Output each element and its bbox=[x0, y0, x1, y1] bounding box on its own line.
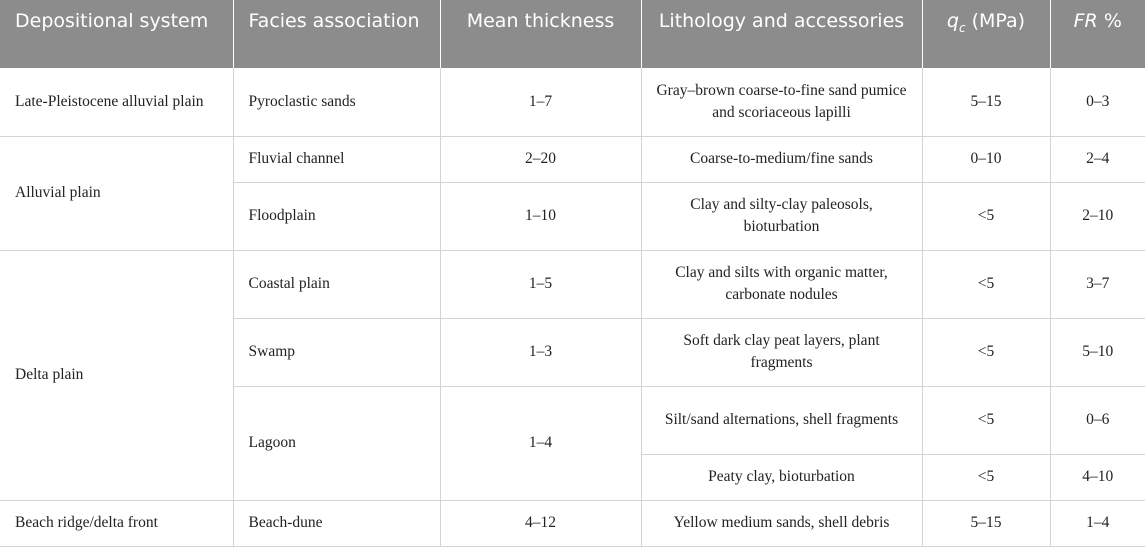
cell-facies: Lagoon bbox=[233, 386, 440, 500]
header-fr: FR % bbox=[1050, 0, 1145, 68]
cell-lithology: Clay and silty-clay paleosols, bioturbation bbox=[641, 182, 922, 250]
cell-thickness: 1–7 bbox=[440, 68, 641, 136]
cell-qc: <5 bbox=[922, 454, 1050, 500]
cell-facies: Floodplain bbox=[233, 182, 440, 250]
cell-fr: 4–10 bbox=[1050, 454, 1145, 500]
cell-qc: <5 bbox=[922, 386, 1050, 454]
cell-fr: 0–3 bbox=[1050, 68, 1145, 136]
cell-system: Beach ridge/delta front bbox=[0, 500, 233, 546]
cell-system: Delta plain bbox=[0, 250, 233, 500]
cell-thickness: 1–10 bbox=[440, 182, 641, 250]
cell-facies: Coastal plain bbox=[233, 250, 440, 318]
cell-lithology: Coarse-to-medium/fine sands bbox=[641, 136, 922, 182]
header-row bbox=[0, 0, 1145, 68]
header-facies-association: Facies association bbox=[233, 0, 440, 68]
cell-lithology: Peaty clay, bioturbation bbox=[641, 454, 922, 500]
cell-facies: Beach-dune bbox=[233, 500, 440, 546]
cell-qc: 5–15 bbox=[922, 500, 1050, 546]
cell-fr: 5–10 bbox=[1050, 318, 1145, 386]
cell-qc: <5 bbox=[922, 250, 1050, 318]
cell-system: Late-Pleistocene alluvial plain bbox=[0, 68, 233, 136]
cell-thickness: 1–4 bbox=[440, 386, 641, 500]
cell-fr: 2–10 bbox=[1050, 182, 1145, 250]
cell-facies: Fluvial channel bbox=[233, 136, 440, 182]
cell-thickness: 4–12 bbox=[440, 500, 641, 546]
cell-fr: 3–7 bbox=[1050, 250, 1145, 318]
cell-qc: <5 bbox=[922, 318, 1050, 386]
cell-fr: 0–6 bbox=[1050, 386, 1145, 454]
cell-qc: 5–15 bbox=[922, 68, 1050, 136]
cell-facies: Swamp bbox=[233, 318, 440, 386]
cell-lithology: Gray–brown coarse-to-fine sand pumice and scoriaceous lapilli bbox=[641, 68, 922, 136]
header-depositional-system: Depositional system bbox=[0, 0, 233, 68]
cell-fr: 1–4 bbox=[1050, 500, 1145, 546]
cell-lithology: Clay and silts with organic matter, carbonate nodules bbox=[641, 250, 922, 318]
header-lithology: Lithology and accessories bbox=[641, 0, 922, 68]
cell-lithology: Silt/sand alternations, shell fragments bbox=[641, 386, 922, 454]
cell-fr: 2–4 bbox=[1050, 136, 1145, 182]
cell-lithology: Soft dark clay peat layers, plant fragments bbox=[641, 318, 922, 386]
cell-qc: 0–10 bbox=[922, 136, 1050, 182]
header-mean-thickness: Mean thickness bbox=[440, 0, 641, 68]
cell-thickness: 2–20 bbox=[440, 136, 641, 182]
table-row bbox=[0, 136, 1145, 182]
table-row bbox=[0, 68, 1145, 136]
cell-thickness: 1–3 bbox=[440, 318, 641, 386]
cell-thickness: 1–5 bbox=[440, 250, 641, 318]
header-qc: $q_c$ (MPa) bbox=[922, 0, 1050, 68]
table-row bbox=[0, 250, 1145, 318]
cell-facies: Pyroclastic sands bbox=[233, 68, 440, 136]
cell-qc: <5 bbox=[922, 182, 1050, 250]
cell-system: Alluvial plain bbox=[0, 136, 233, 250]
cell-lithology: Yellow medium sands, shell debris bbox=[641, 500, 922, 546]
table-row bbox=[0, 500, 1145, 546]
